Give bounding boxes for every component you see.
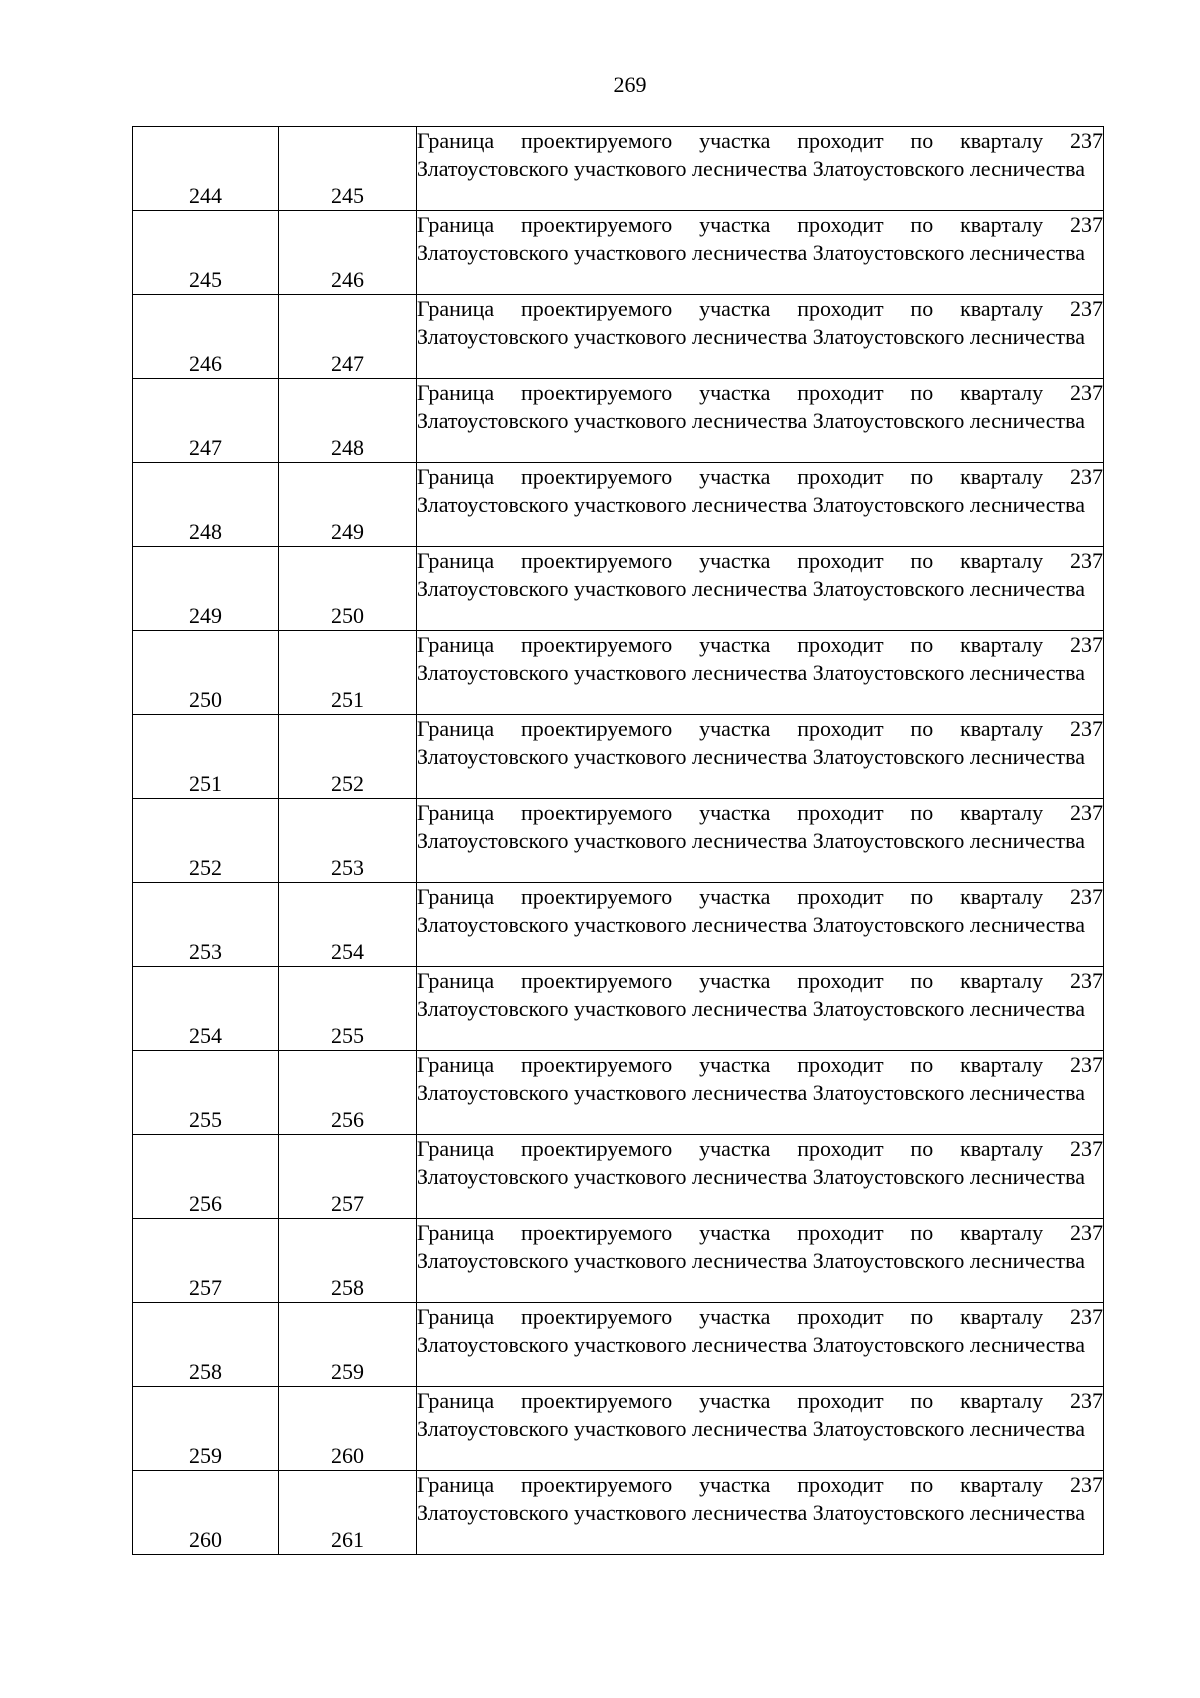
point-from-cell: 251: [133, 715, 279, 799]
point-from-cell: 246: [133, 295, 279, 379]
page-number: 269: [613, 72, 647, 97]
point-to-cell: 254: [279, 883, 417, 967]
description-cell: Граница проектируемого участка проходит по кварталу 237 Златоустовского участкового лесничества Златоустовского лесничества: [417, 631, 1104, 715]
point-from-cell: 247: [133, 379, 279, 463]
description-cell: Граница проектируемого участка проходит по кварталу 237 Златоустовского участкового лесничества Златоустовского лесничества: [417, 1387, 1104, 1471]
description-cell: Граница проектируемого участка проходит по кварталу 237 Златоустовского участкового лесничества Златоустовского лесничества: [417, 379, 1104, 463]
description-cell: Граница проектируемого участка проходит по кварталу 237 Златоустовского участкового лесничества Златоустовского лесничества: [417, 547, 1104, 631]
table-row: [133, 631, 1104, 715]
table-row: [133, 1051, 1104, 1135]
table-row: [133, 883, 1104, 967]
description-cell: Граница проектируемого участка проходит по кварталу 237 Златоустовского участкового лесничества Златоустовского лесничества: [417, 127, 1104, 211]
point-to-cell: 249: [279, 463, 417, 547]
point-to-cell: 246: [279, 211, 417, 295]
description-cell: Граница проектируемого участка проходит по кварталу 237 Златоустовского участкового лесничества Златоустовского лесничества: [417, 883, 1104, 967]
point-from-cell: 260: [133, 1471, 279, 1555]
description-cell: Граница проектируемого участка проходит по кварталу 237 Златоустовского участкового лесничества Златоустовского лесничества: [417, 1471, 1104, 1555]
point-from-cell: 248: [133, 463, 279, 547]
point-to-cell: 250: [279, 547, 417, 631]
point-from-cell: 255: [133, 1051, 279, 1135]
point-to-cell: 257: [279, 1135, 417, 1219]
table-row: [133, 1135, 1104, 1219]
table-row: [133, 295, 1104, 379]
table-row: [133, 463, 1104, 547]
table-row: [133, 799, 1104, 883]
point-to-cell: 260: [279, 1387, 417, 1471]
description-cell: Граница проектируемого участка проходит по кварталу 237 Златоустовского участкового лесничества Златоустовского лесничества: [417, 799, 1104, 883]
point-from-cell: 253: [133, 883, 279, 967]
description-cell: Граница проектируемого участка проходит по кварталу 237 Златоустовского участкового лесничества Златоустовского лесничества: [417, 211, 1104, 295]
description-cell: Граница проектируемого участка проходит по кварталу 237 Златоустовского участкового лесничества Златоустовского лесничества: [417, 463, 1104, 547]
table-row: [133, 127, 1104, 211]
point-to-cell: 256: [279, 1051, 417, 1135]
point-to-cell: 245: [279, 127, 417, 211]
table-row: [133, 379, 1104, 463]
description-cell: Граница проектируемого участка проходит по кварталу 237 Златоустовского участкового лесничества Златоустовского лесничества: [417, 967, 1104, 1051]
description-cell: Граница проектируемого участка проходит по кварталу 237 Златоустовского участкового лесничества Златоустовского лесничества: [417, 715, 1104, 799]
table-body: [133, 127, 1104, 1555]
point-from-cell: 249: [133, 547, 279, 631]
point-from-cell: 258: [133, 1303, 279, 1387]
description-cell: Граница проектируемого участка проходит по кварталу 237 Златоустовского участкового лесничества Златоустовского лесничества: [417, 1303, 1104, 1387]
table-row: [133, 1303, 1104, 1387]
description-cell: Граница проектируемого участка проходит по кварталу 237 Златоустовского участкового лесничества Златоустовского лесничества: [417, 1135, 1104, 1219]
point-from-cell: 245: [133, 211, 279, 295]
point-from-cell: 259: [133, 1387, 279, 1471]
point-from-cell: 257: [133, 1219, 279, 1303]
table-row: [133, 967, 1104, 1051]
table-row: [133, 1219, 1104, 1303]
point-to-cell: 259: [279, 1303, 417, 1387]
point-to-cell: 248: [279, 379, 417, 463]
description-cell: Граница проектируемого участка проходит по кварталу 237 Златоустовского участкового лесничества Златоустовского лесничества: [417, 295, 1104, 379]
point-from-cell: 254: [133, 967, 279, 1051]
description-cell: Граница проектируемого участка проходит по кварталу 237 Златоустовского участкового лесничества Златоустовского лесничества: [417, 1219, 1104, 1303]
point-to-cell: 252: [279, 715, 417, 799]
boundary-table: [132, 126, 1104, 1555]
point-to-cell: 253: [279, 799, 417, 883]
point-from-cell: 244: [133, 127, 279, 211]
table-row: [133, 715, 1104, 799]
point-to-cell: 255: [279, 967, 417, 1051]
table-row: [133, 211, 1104, 295]
point-to-cell: 258: [279, 1219, 417, 1303]
point-to-cell: 261: [279, 1471, 417, 1555]
point-from-cell: 252: [133, 799, 279, 883]
point-from-cell: 250: [133, 631, 279, 715]
table-row: [133, 1471, 1104, 1555]
table-row: [133, 1387, 1104, 1471]
point-from-cell: 256: [133, 1135, 279, 1219]
point-to-cell: 251: [279, 631, 417, 715]
table-row: [133, 547, 1104, 631]
point-to-cell: 247: [279, 295, 417, 379]
description-cell: Граница проектируемого участка проходит по кварталу 237 Златоустовского участкового лесничества Златоустовского лесничества: [417, 1051, 1104, 1135]
